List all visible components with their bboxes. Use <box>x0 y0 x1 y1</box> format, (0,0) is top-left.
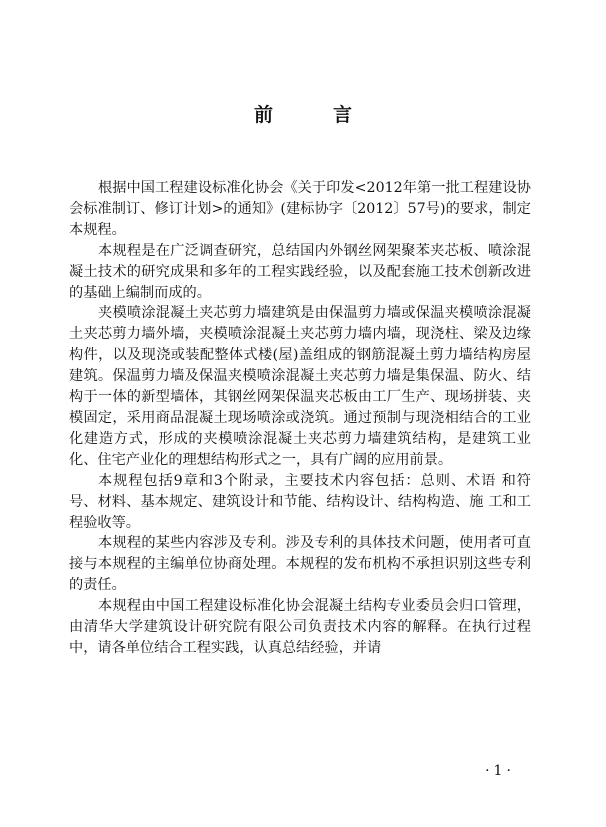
paragraph-6: 本规程由中国工程建设标准化协会混凝土结构专业委员会归口管理，由清华大学建筑设计研究院有限公司负责技术内容的解释。在执行过程中，请各单位结合工程实践，认真总结经验，并请 <box>69 598 531 656</box>
title-char-1: 前 <box>253 104 273 126</box>
page-number: ·1· <box>485 763 515 779</box>
page-title <box>0 100 606 127</box>
title-char-2: 言 <box>333 104 353 126</box>
paragraph-1: 根据中国工程建设标准化协会《关于印发<2012年第一批工程建设协会标准制订、修订计划>的通知》(建标协字〔2012〕57号)的要求，制定本规程。 <box>69 180 531 238</box>
paragraph-3: 夹模喷涂混凝土夹芯剪力墙建筑是由保温剪力墙或保温夹模喷涂混凝土夹芯剪力墙外墙，夹模喷涂混凝土夹芯剪力墙内墙，现浇柱、梁及边缘构件，以及现浇或装配整体式楼(屋)盖组成的钢筋混凝土剪力墙结构房屋建筑。保温剪力墙及保温夹模喷涂混凝土夹芯剪力墙是集保温、防火、结构于一体的新型墙体，其钢丝网架保温夹芯板由工厂生产、现场拼装、夹模固定，采用商品混凝土现场喷涂或浇筑。通过预制与现浇相结合的工业化建造方式，形成的夹模喷涂混凝土夹芯剪力墙建筑结构，是建筑工业化、住宅产业化的理想结构形式之一，具有广阔的应用前景。 <box>69 305 531 468</box>
paragraph-5: 本规程的某些内容涉及专利。涉及专利的具体技术问题，使用者可直接与本规程的主编单位协商处理。本规程的发布机构不承担识别这些专利的责任。 <box>69 535 531 594</box>
preface-body <box>69 178 531 659</box>
paragraph-4: 本规程包括9章和3个附录，主要技术内容包括：总则、术语 和符号、材料、基本规定、建筑设计和节能、结构设计、结构构造、施 工和工程验收等。 <box>69 472 531 531</box>
paragraph-2: 本规程是在广泛调查研究，总结国内外钢丝网架聚苯夹芯板、喷涂混凝土技术的研究成果和多年的工程实践经验，以及配套施工技术创新改进的基础上编制而成的。 <box>69 242 531 301</box>
